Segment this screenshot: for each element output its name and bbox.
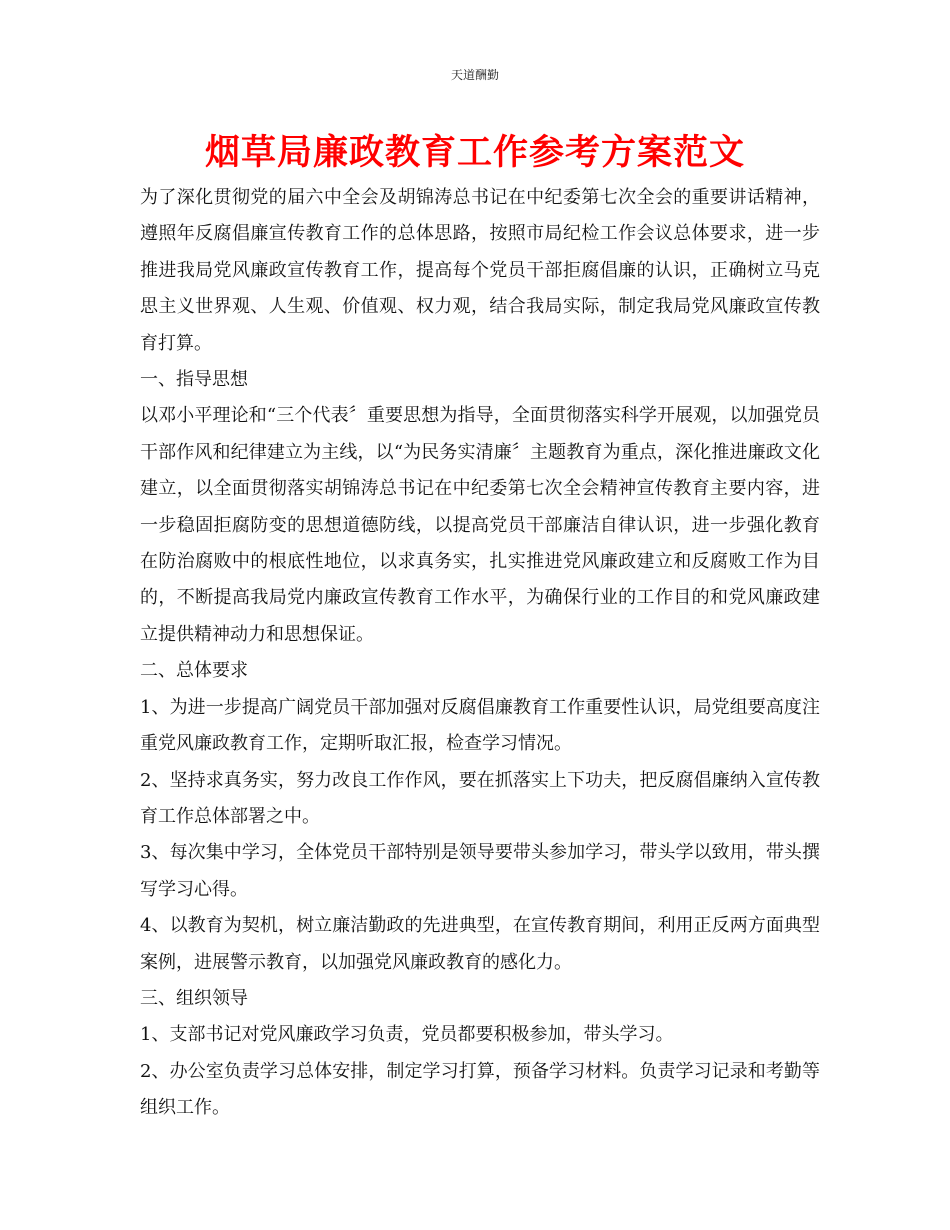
requirement-item-3: 3、每次集中学习，全体党员干部特别是领导要带头参加学习，带头学以致用，带头撰写学习心得。 <box>140 842 820 900</box>
section-heading-general-requirements: 二、总体要求 <box>140 660 248 682</box>
header-note: 天道酬勤 <box>450 68 499 82</box>
intro-paragraph: 为了深化贯彻党的届六中全会及胡锦涛总书记在中纪委第七次全会的重要讲话精神，遵照年反腐倡廉宣传教育工作的总体思路，按照市局纪检工作会议总体要求，进一步推进我局党风廉政宣传教育工作，提高每个党员干部拒腐倡廉的认识，正确树立马克思主义世界观、人生观、价值观、权力观，结合我局实际，制定我局党风廉政宣传教育打算。 <box>140 187 820 354</box>
organization-item-2: 2、办公室负责学习总体安排，制定学习打算，预备学习材料。负责学习记录和考勤等组织工作。 <box>140 1060 820 1119</box>
guiding-thought-paragraph: 以邓小平理论和“三个代表〞重要思想为指导，全面贯彻落实科学开展观，以加强党员干部作风和纪律建立为主线，以“为民务实清廉〞主题教育为重点，深化推进廉政文化建立，以全面贯彻落实胡锦涛总书记在中纪委第七次全会精神宣传教育主要内容，进一步稳固拒腐防变的思想道德防线，以提高党员干部廉洁自律认识，进一步强化教育在防治腐败中的根底性地位，以求真务实，扎实推进党风廉政建立和反腐败工作为目的，不断提高我局党内廉政宣传教育工作水平，为确保行业的工作目的和党风廉政建立提供精神动力和思想保证。 <box>140 405 820 645</box>
section-heading-guiding-thought: 一、指导思想 <box>140 369 248 391</box>
document-body <box>140 180 820 1127</box>
section-heading-organization: 三、组织领导 <box>140 987 248 1009</box>
organization-item-1: 1、支部书记对党风廉政学习负责，党员都要积极参加，带头学习。 <box>140 1024 674 1046</box>
requirement-item-2: 2、坚持求真务实，努力改良工作作风，要在抓落实上下功夫，把反腐倡廉纳入宣传教育工作总体部署之中。 <box>140 769 820 827</box>
document-title: 烟草局廉政教育工作参考方案范文 <box>204 133 745 173</box>
requirement-item-1: 1、为进一步提高广阔党员干部加强对反腐倡廉教育工作重要性认识，局党组要高度注重党风廉政教育工作，定期听取汇报，检查学习情况。 <box>140 696 820 755</box>
requirement-item-4: 4、以教育为契机，树立廉洁勤政的先进典型，在宣传教育期间，利用正反两方面典型案例，进展警示教育，以加强党风廉政教育的感化力。 <box>140 915 820 973</box>
